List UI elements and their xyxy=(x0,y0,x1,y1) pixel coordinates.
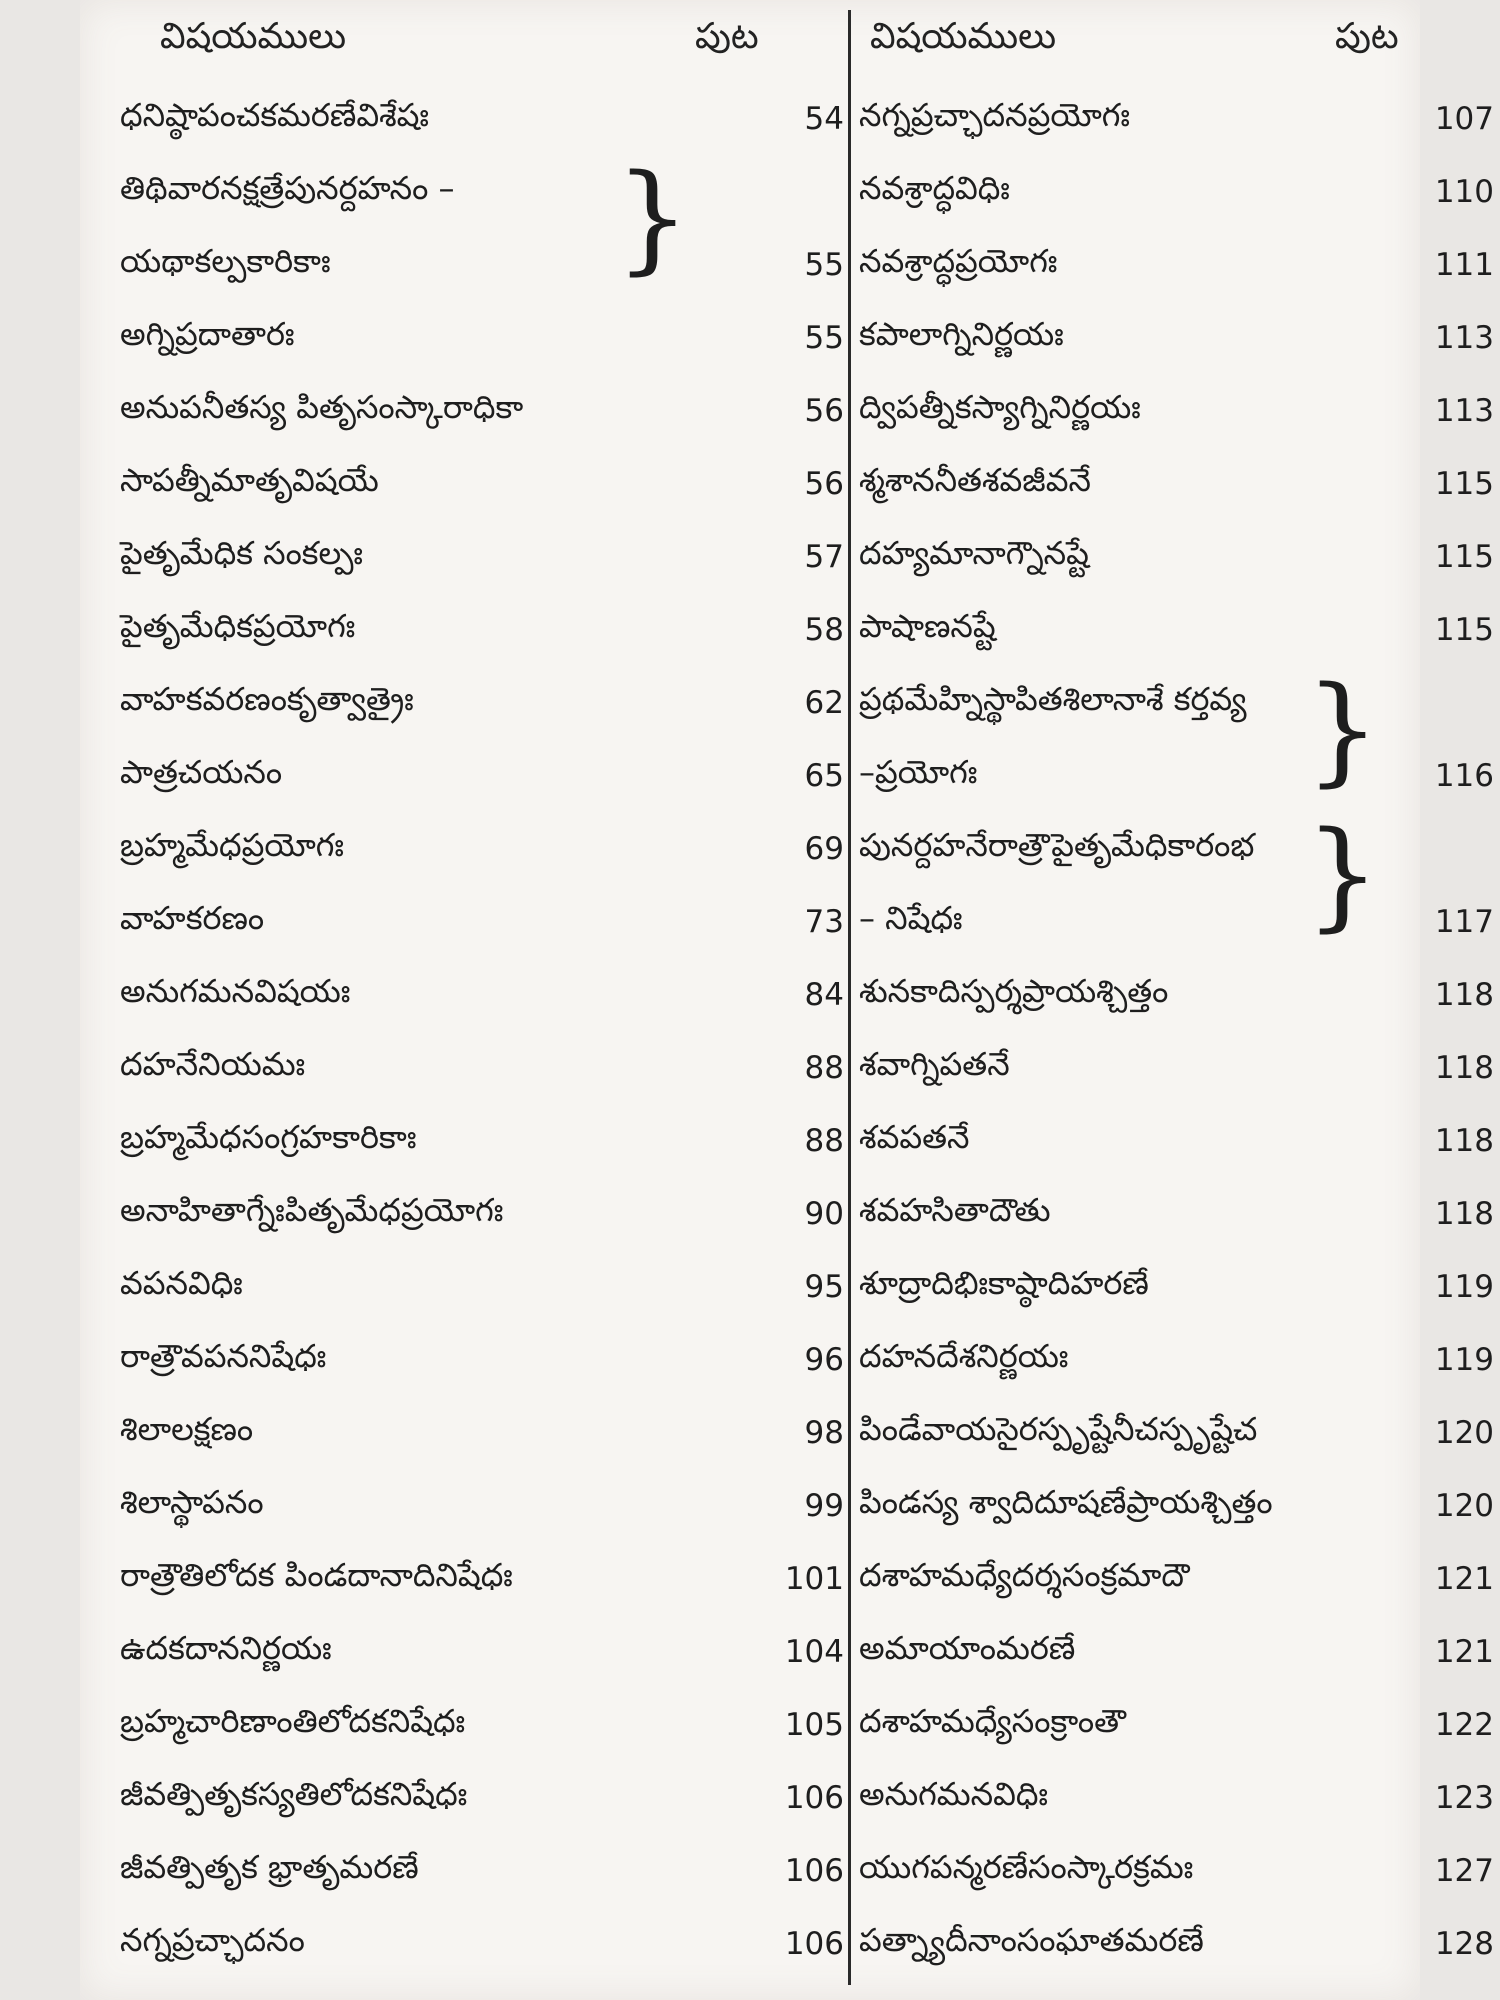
toc-entry-page: 120 xyxy=(1434,1414,1494,1451)
toc-entry xyxy=(110,1688,850,1761)
toc-entry xyxy=(110,739,850,812)
toc-entry-title: తిథివారనక్షత్రేపునర్దహనం – xyxy=(120,168,455,207)
toc-entry-page: 105 xyxy=(784,1706,844,1743)
toc-entry-title: పైతృమేధికప్రయోగః xyxy=(120,606,356,645)
toc-entry-title: పైతృమేధిక సంకల్పః xyxy=(120,533,364,572)
toc-entry-page: 111 xyxy=(1434,246,1494,283)
toc-entry xyxy=(110,958,850,1031)
toc-entry xyxy=(110,666,850,739)
toc-entry xyxy=(110,1542,850,1615)
toc-entry-title: అనుపనీతస్య పితృసంస్కారాధికా xyxy=(120,387,524,426)
toc-entry-title: శ్మశాననీతశవజీవనే xyxy=(859,460,1091,499)
toc-entry xyxy=(855,374,1500,447)
toc-entry-title: శిలాలక్షణం xyxy=(120,1409,254,1448)
toc-entry-title: రాత్రౌవపననిషేధః xyxy=(120,1336,327,1375)
toc-entry-page: 88 xyxy=(804,1049,844,1086)
toc-entry xyxy=(855,1396,1500,1469)
toc-entry xyxy=(855,82,1500,155)
toc-entry-page: 115 xyxy=(1434,538,1494,575)
toc-entry xyxy=(855,958,1500,1031)
toc-entry-title: అమాయాంమరణే xyxy=(859,1628,1076,1667)
toc-entry-page: 115 xyxy=(1434,611,1494,648)
toc-entry-title: నవశ్రాద్ధవిధిః xyxy=(859,168,1010,207)
toc-entry-title: శునకాదిస్పర్శప్రాయశ్చిత్తం xyxy=(859,971,1169,1010)
left-column xyxy=(110,82,850,1980)
toc-entry-page: 106 xyxy=(784,1779,844,1816)
toc-entry xyxy=(855,812,1500,885)
toc-entry-page: 95 xyxy=(804,1268,844,1305)
toc-entry-page: 113 xyxy=(1434,319,1494,356)
toc-entry-title: వపనవిధిః xyxy=(120,1263,243,1302)
toc-entry xyxy=(855,739,1500,812)
toc-entry-page: 55 xyxy=(804,246,844,283)
page-header-left: పుట xyxy=(695,16,759,57)
toc-entry-page: 113 xyxy=(1434,392,1494,429)
toc-entry xyxy=(110,1907,850,1980)
toc-entry xyxy=(110,1615,850,1688)
toc-entry-page: 98 xyxy=(804,1414,844,1451)
toc-entry-page: 56 xyxy=(804,392,844,429)
toc-entry xyxy=(110,1323,850,1396)
toc-entry xyxy=(855,1177,1500,1250)
toc-entry xyxy=(110,1761,850,1834)
toc-entry xyxy=(110,82,850,155)
toc-entry-page: 88 xyxy=(804,1122,844,1159)
toc-entry xyxy=(855,155,1500,228)
toc-entry-title: పిండస్య శ్వాదిదూషణేప్రాయశ్చిత్తం xyxy=(859,1482,1273,1521)
right-column xyxy=(855,82,1500,1980)
toc-entry-title: శూద్రాదిభిఃకాష్ఠాదిహరణే xyxy=(859,1263,1149,1302)
toc-entry-title: ధనిష్ఠాపంచకమరణేవిశేషః xyxy=(120,95,429,134)
toc-entry-title: సాపత్నీమాతృవిషయే xyxy=(120,460,379,499)
toc-entry-title: పిండేవాయసైరస్పృష్టేనీచస్పృష్టేచ xyxy=(859,1409,1258,1448)
toc-entry-title: జీవత్పితృక భ్రాతృమరణే xyxy=(120,1847,419,1886)
toc-entry-title: రాత్రౌతిలోదక పిండదానాదినిషేధః xyxy=(120,1555,513,1594)
toc-entry xyxy=(855,885,1500,958)
toc-entry-title: శిలాస్థాపనం xyxy=(120,1482,264,1521)
toc-entry-page: 119 xyxy=(1434,1341,1494,1378)
toc-entry-page: 54 xyxy=(804,100,844,137)
toc-entry xyxy=(855,666,1500,739)
toc-entry xyxy=(855,593,1500,666)
toc-entry-page: 99 xyxy=(804,1487,844,1524)
toc-entry-title: దహ్యమానాగ్నౌనష్టే xyxy=(859,533,1089,572)
toc-entry-title: అనుగమనవిషయః xyxy=(120,971,351,1010)
toc-entry xyxy=(855,1031,1500,1104)
page-header-right: పుట xyxy=(1335,16,1399,57)
toc-entry-page: 110 xyxy=(1434,173,1494,210)
toc-entry xyxy=(110,374,850,447)
toc-entry-title: పాత్రచయనం xyxy=(120,752,283,791)
toc-entry-page: 122 xyxy=(1434,1706,1494,1743)
toc-entry-title: –ప్రయోగః xyxy=(859,752,978,791)
toc-entry-title: దహనేనియమః xyxy=(120,1044,306,1083)
toc-entry-page: 101 xyxy=(784,1560,844,1597)
toc-entry-page: 96 xyxy=(804,1341,844,1378)
subject-header-left: విషయములు xyxy=(160,16,347,57)
toc-entry-title: వాహకరణం xyxy=(120,898,265,937)
brace-mark: } xyxy=(1305,805,1381,943)
toc-entry-page: 116 xyxy=(1434,757,1494,794)
toc-entry-page: 62 xyxy=(804,684,844,721)
toc-entry-title: శవహసితాదౌతు xyxy=(859,1190,1051,1229)
toc-entry-title: నగ్నప్రచ్ఛాదనప్రయోగః xyxy=(859,95,1130,134)
toc-entry-page: 104 xyxy=(784,1633,844,1670)
toc-entry xyxy=(110,1250,850,1323)
toc-entry-title: యథాకల్పకారికాః xyxy=(120,241,331,280)
subject-header-right: విషయములు xyxy=(870,16,1057,57)
toc-entry-page: 58 xyxy=(804,611,844,648)
brace-mark: } xyxy=(1305,660,1381,798)
toc-entry xyxy=(110,301,850,374)
toc-entry xyxy=(855,1907,1500,1980)
document-page xyxy=(80,0,1494,2000)
toc-entry xyxy=(855,1688,1500,1761)
toc-entry-page: 55 xyxy=(804,319,844,356)
toc-entry-title: బ్రహ్మమేధసంగ్రహకారికాః xyxy=(120,1117,417,1156)
toc-entry-page: 127 xyxy=(1434,1852,1494,1889)
toc-entry-page: 65 xyxy=(804,757,844,794)
toc-entry xyxy=(855,1104,1500,1177)
toc-entry xyxy=(110,1469,850,1542)
toc-entry xyxy=(110,1396,850,1469)
toc-entry xyxy=(855,1323,1500,1396)
toc-entry xyxy=(110,812,850,885)
toc-entry xyxy=(110,447,850,520)
toc-entry-page: 128 xyxy=(1434,1925,1494,1962)
toc-entry-title: నగ్నప్రచ్ఛాదనం xyxy=(120,1920,305,1959)
toc-entry-title: దశాహమధ్యేదర్శసంక్రమాదౌ xyxy=(859,1555,1190,1594)
toc-entry-page: 118 xyxy=(1434,1122,1494,1159)
toc-entry-title: పాషాణనష్టే xyxy=(859,606,996,645)
toc-entry xyxy=(110,1177,850,1250)
toc-entry-title: యుగపన్మరణేసంస్కారక్రమః xyxy=(859,1847,1194,1886)
toc-entry xyxy=(855,520,1500,593)
toc-entry-page: 69 xyxy=(804,830,844,867)
toc-entry-page: 121 xyxy=(1434,1633,1494,1670)
toc-entry xyxy=(110,228,850,301)
toc-entry-title: శవాగ్నిపతనే xyxy=(859,1044,1010,1083)
toc-entry xyxy=(855,228,1500,301)
toc-entry-page: 117 xyxy=(1434,903,1494,940)
toc-entry-title: – నిషేధః xyxy=(859,898,963,937)
toc-entry-page: 90 xyxy=(804,1195,844,1232)
toc-entry-title: పునర్దహనేరాత్రౌపైతృమేధికారంభ xyxy=(859,825,1255,864)
toc-entry-title: నవశ్రాద్ధప్రయోగః xyxy=(859,241,1058,280)
toc-entry-page: 57 xyxy=(804,538,844,575)
toc-entry-title: అగ్నిప్రదాతారః xyxy=(120,314,295,353)
toc-entry-page: 119 xyxy=(1434,1268,1494,1305)
toc-entry-title: దశాహమధ్యేసంక్రాంతౌ xyxy=(859,1701,1126,1740)
toc-entry xyxy=(855,1834,1500,1907)
toc-entry-title: అనాహితాగ్నేఃపితృమేధప్రయోగః xyxy=(120,1190,504,1229)
toc-entry-title: దహనదేశనిర్ణయః xyxy=(859,1336,1069,1375)
toc-entry-title: ద్విపత్నీకస్యాగ్నినిర్ణయః xyxy=(859,387,1141,426)
toc-entry-title: కపాలాగ్నినిర్ణయః xyxy=(859,314,1064,353)
toc-entry-page: 73 xyxy=(804,903,844,940)
toc-entry-title: అనుగమనవిధిః xyxy=(859,1774,1048,1813)
toc-entry-title: బ్రహ్మమేధప్రయోగః xyxy=(120,825,344,864)
toc-entry-title: శవపతనే xyxy=(859,1117,970,1156)
toc-entry-page: 115 xyxy=(1434,465,1494,502)
toc-entry-title: పత్న్యాదీనాంసంఘాతమరణే xyxy=(859,1920,1204,1959)
toc-entry xyxy=(855,447,1500,520)
table-header xyxy=(80,8,1420,68)
toc-entry-page: 106 xyxy=(784,1852,844,1889)
toc-entry xyxy=(110,520,850,593)
toc-entry xyxy=(855,1250,1500,1323)
toc-entry xyxy=(855,301,1500,374)
toc-entry-page: 84 xyxy=(804,976,844,1013)
toc-entry xyxy=(110,1834,850,1907)
toc-entry xyxy=(110,155,850,228)
toc-entry xyxy=(110,1104,850,1177)
toc-entry xyxy=(855,1469,1500,1542)
toc-entry-title: ఉదకదాననిర్ణయః xyxy=(120,1628,332,1667)
toc-entry-title: జీవత్పితృకస్యతిలోదకనిషేధః xyxy=(120,1774,468,1813)
toc-entry-page: 106 xyxy=(784,1925,844,1962)
toc-entry xyxy=(110,593,850,666)
toc-entry-page: 107 xyxy=(1434,100,1494,137)
toc-entry xyxy=(110,885,850,958)
toc-entry-title: ప్రథమేహ్నిస్థాపితశిలానాశే కర్తవ్య xyxy=(859,679,1247,718)
toc-entry-page: 118 xyxy=(1434,1195,1494,1232)
toc-entry xyxy=(110,1031,850,1104)
toc-entry-page: 121 xyxy=(1434,1560,1494,1597)
toc-entry-page: 118 xyxy=(1434,1049,1494,1086)
toc-entry-page: 120 xyxy=(1434,1487,1494,1524)
toc-entry-page: 123 xyxy=(1434,1779,1494,1816)
toc-entry xyxy=(855,1542,1500,1615)
toc-entry-page: 118 xyxy=(1434,976,1494,1013)
toc-entry xyxy=(855,1615,1500,1688)
toc-entry xyxy=(855,1761,1500,1834)
toc-entry-title: వాహకవరణంకృత్వాత్రైః xyxy=(120,679,414,718)
brace-mark: } xyxy=(615,148,691,286)
toc-entry-title: బ్రహ్మచారిణాంతిలోదకనిషేధః xyxy=(120,1701,466,1740)
toc-entry-page: 56 xyxy=(804,465,844,502)
